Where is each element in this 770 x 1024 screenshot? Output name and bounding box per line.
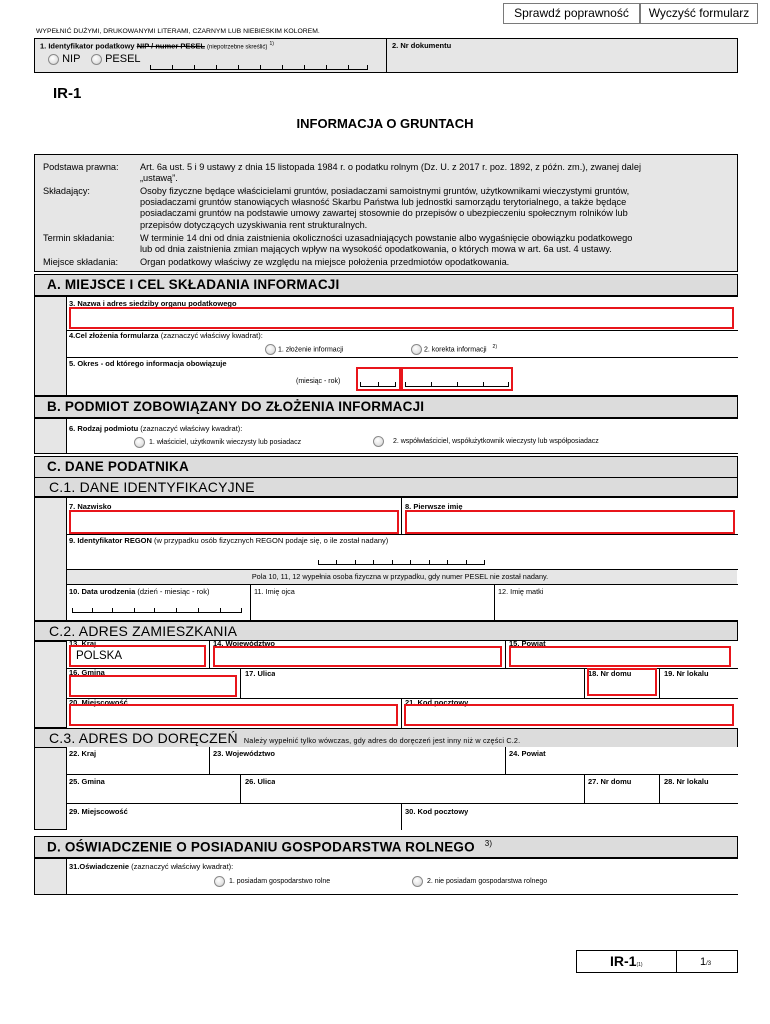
purpose-correction-radio[interactable] [411,344,422,355]
field-18-label: 18. Nr domu [588,669,632,678]
field-24-label: 24. Powiat [509,749,546,758]
page-number: 1/3 [700,956,712,968]
county-input[interactable] [509,646,731,667]
clear-form-button[interactable]: Wyczyść formularz [640,3,758,24]
form-title: INFORMACJA O GRUNTACH [296,116,474,131]
period-month-input[interactable] [356,367,401,391]
delivery-voivodeship-input[interactable] [211,757,504,773]
postal-code-input[interactable] [404,704,734,726]
delivery-postal-code-input[interactable] [403,815,736,829]
field-29-label: 29. Miejscowość [69,807,128,816]
delivery-country-input[interactable] [67,757,208,773]
field-28-label: 28. Nr lokalu [664,777,709,786]
identifier-label: 1. Identyfikator podatkowy NIP / numer PESEL (niepotrzebne skreślić) $^{1)}$ [40,41,274,51]
field-14-label: 14. Województwo [213,639,275,648]
submitter-label: Składający: [43,185,90,196]
section-b-heading: B. PODMIOT ZOBOWIĄZANY DO ZŁOŻENIA INFORMACJI [34,396,738,418]
field-30-label: 30. Kod pocztowy [405,807,469,816]
nip-radio[interactable] [48,54,59,65]
purpose-submit-radio[interactable] [265,344,276,355]
submitter-text-2: posiadaczami gruntów stanowiących własność Skarbu Państwa lub jednostki samorządu terytorialnego, a także będące [140,196,627,207]
purpose-option-correction[interactable]: 2. korekta informacji $^{2)}$ [411,344,497,355]
regon-input[interactable] [318,559,485,565]
nip-label: NIP [62,53,81,65]
submitter-text-3: posiadaczami gruntów na podstawie umowy zawartej stosownie do przepisów o ubezpieczeniu społecznym rolników lub [140,208,628,219]
delivery-locality-input[interactable] [67,815,400,829]
apartment-number-input[interactable] [661,680,736,696]
delivery-apartment-input[interactable] [661,786,736,802]
field-3-label: 3. Nazwa i adres siedziby organu podatkowego [69,299,237,308]
field-21-label: 21. Kod pocztowy [405,698,469,707]
field-11-label: 11. Imię ojca [254,587,295,596]
fields-10-12-note: Pola 10, 11, 12 wypełnia osoba fizyczna w przypadku, gdy numer PESEL nie został nadany. [251,572,549,581]
farm-no-radio[interactable] [412,876,423,887]
deadline-label: Termin składania: [43,232,115,243]
section-c2-heading: C.2. ADRES ZAMIESZKANIA [34,621,738,641]
field-5-label: 5. Okres - od którego informacja obowiązuje [69,359,227,368]
field-25-label: 25. Gmina [69,777,105,786]
field-12-label: 12. Imię matki [498,587,544,596]
section-c-heading: C. DANE PODATNIKA [34,456,738,478]
subject-option-coowner[interactable]: 2. współwłaściciel, współużytkownik wieczysty lub współposiadacz [373,436,599,447]
legal-basis-text-1: Art. 6a ust. 5 i 9 ustawy z dnia 15 listopada 1984 r. o podatku rolnym (Dz. U. z 2017 r. poz. 1892, z późn. zm.), zwanej dalej [140,162,641,172]
section-c3-heading: C.3. ADRES DO DORĘCZEŃ Należy wypełnić tylko wówczas, gdy adres do doręczeń jest inny niż w części C.2. [34,728,738,748]
field-15-label: 15. Powiat [509,639,546,648]
pesel-radio[interactable] [91,54,102,65]
commune-input[interactable] [69,675,237,697]
field-31-label: 31.Oświadczenie (zaznaczyć właściwy kwadrat): [69,862,234,871]
footer-form-code: IR-1(1) [610,953,643,969]
legal-basis-label: Podstawa prawna: [43,162,119,172]
identifier-input[interactable] [150,64,368,70]
birth-date-input[interactable] [72,607,242,613]
tax-office-input[interactable] [69,307,734,329]
submitter-text-1: Osoby fizyczne będące właścicielami gruntów, posiadaczami samoistnymi gruntów, użytkownikami wieczystymi gruntów, [140,185,630,196]
purpose-option-submit[interactable]: 1. złożenie informacji [265,344,343,355]
field-16-label: 16. Gmina [69,668,105,677]
subject-option-owner[interactable]: 1. właściciel, użytkownik wieczysty lub posiadacz [134,437,301,448]
house-number-input[interactable] [587,668,657,696]
street-input[interactable] [242,680,583,696]
section-d-heading: D. OŚWIADCZENIE O POSIADANIU GOSPODARSTWA ROLNEGO $^{3)}$ [34,836,738,858]
section-a-heading: A. MIEJSCE I CEL SKŁADANIA INFORMACJI [34,274,738,296]
footer-box [576,950,738,973]
subject-owner-radio[interactable] [134,437,145,448]
delivery-street-input[interactable] [242,786,583,802]
subject-coowner-radio[interactable] [373,436,384,447]
place-label: Miejsce składania: [43,256,119,267]
locality-input[interactable] [69,704,398,726]
fill-instruction: WYPEŁNIĆ DUŻYMI, DRUKOWANYMI LITERAMI, CZARNYM LUB NIEBIESKIM KOLOREM. [36,28,320,35]
section-c3-note: Należy wypełnić tylko wówczas, gdy adres do doręczeń jest inny niż w części C.2. [243,736,521,745]
field-4-label: 4.Cel złożenia formularza (zaznaczyć właściwy kwadrat): [69,331,263,340]
country-value: POLSKA [76,650,123,662]
field-7-label: 7. Nazwisko [69,502,112,511]
pesel-radio-option[interactable] [91,53,141,65]
field-26-label: 26. Ulica [245,777,276,786]
period-hint: (miesiąc - rok) [296,378,341,385]
period-year-input[interactable] [401,367,513,391]
deadline-text-2: lub od dnia zaistnienia zmian mających wpływ na wysokość opodatkowania, o których mowa w art. 6a ust. 4 ustawy. [140,243,612,254]
field-8-label: 8. Pierwsze imię [405,502,463,511]
section-c1-heading: C.1. DANE IDENTYFIKACYJNE [34,477,738,497]
field-27-label: 27. Nr domu [588,777,632,786]
place-text: Organ podatkowy właściwy ze względu na miejsce położenia przedmiotów opodatkowania. [140,256,510,267]
field-23-label: 23. Województwo [213,749,275,758]
field-17-label: 17. Ulica [245,669,276,678]
first-name-input[interactable] [405,510,735,534]
delivery-house-number-input[interactable] [586,786,658,802]
farm-yes-radio[interactable] [214,876,225,887]
nip-radio-option[interactable] [48,53,80,65]
deadline-text-1: W terminie 14 dni od dnia zaistnienia okoliczności uzasadniających powstanie albo wygaśnięcie obowiązku podatkowego [140,232,633,243]
field-9-label: 9. Identyfikator REGON (w przypadku osób fizycznych REGON podaje się, o ile został nadany) [69,536,389,545]
voivodeship-input[interactable] [213,646,502,667]
submitter-text-4: przepisów dotyczących uzyskiwania rent strukturalnych. [140,219,368,230]
field-6-label: 6. Rodzaj podmiotu (zaznaczyć właściwy kwadrat): [69,424,243,433]
check-button[interactable]: Sprawdź poprawność [503,3,640,24]
field-22-label: 22. Kraj [69,749,97,758]
field-13-label: 13. Kraj [69,639,97,648]
father-name-input[interactable] [252,596,493,618]
field-20-label: 20. Miejscowość [69,698,128,707]
delivery-county-input[interactable] [507,757,736,773]
field-19-label: 19. Nr lokalu [664,669,709,678]
farm-option-no[interactable]: 2. nie posiadam gospodarstwa rolnego [412,876,547,887]
surname-input[interactable] [69,510,399,534]
delivery-commune-input[interactable] [67,786,239,802]
form-code: IR-1 [53,85,82,102]
pesel-label: PESEL [105,53,141,65]
legal-basis-text-2: „ustawą”. [140,173,178,184]
farm-option-yes[interactable]: 1. posiadam gospodarstwo rolne [214,876,330,887]
document-number-label: 2. Nr dokumentu [392,41,452,50]
field-10-label: 10. Data urodzenia (dzień - miesiąc - rok) [69,587,210,596]
mother-name-input[interactable] [496,596,736,618]
